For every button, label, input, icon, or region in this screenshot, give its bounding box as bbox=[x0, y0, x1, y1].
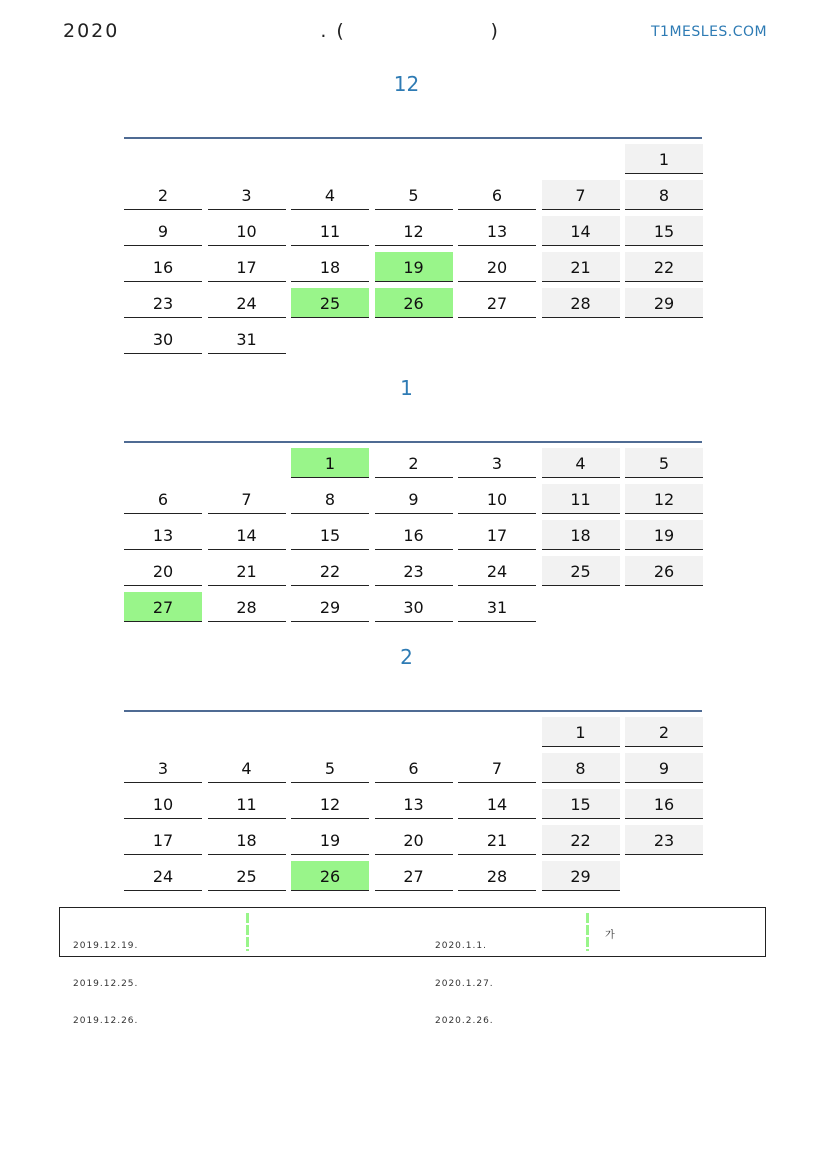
calendar-day: 25 bbox=[291, 288, 369, 318]
calendar-day: 3 bbox=[124, 753, 202, 783]
calendar-day: 1 bbox=[291, 448, 369, 478]
calendar-day: 18 bbox=[542, 520, 620, 550]
calendar-day: 7 bbox=[208, 484, 286, 514]
calendar-day: 29 bbox=[291, 592, 369, 622]
calendar-day: 26 bbox=[375, 288, 453, 318]
calendar-day: 29 bbox=[625, 288, 703, 318]
month-divider bbox=[124, 441, 702, 443]
calendar-day: 18 bbox=[291, 252, 369, 282]
calendar-day: 10 bbox=[208, 216, 286, 246]
calendar-day: 13 bbox=[375, 789, 453, 819]
calendar-day: 8 bbox=[542, 753, 620, 783]
calendar-day: 5 bbox=[625, 448, 703, 478]
calendar-day: 14 bbox=[542, 216, 620, 246]
calendar-day: 23 bbox=[625, 825, 703, 855]
calendar-day: 29 bbox=[542, 861, 620, 891]
calendar-day: 24 bbox=[458, 556, 536, 586]
month-title: 1 bbox=[400, 376, 413, 400]
calendar-day: 21 bbox=[458, 825, 536, 855]
legend-date: 2020.1.27. bbox=[435, 978, 494, 989]
calendar-day: 17 bbox=[124, 825, 202, 855]
calendar-day: 20 bbox=[124, 556, 202, 586]
calendar-day: 10 bbox=[124, 789, 202, 819]
calendar-day: 24 bbox=[124, 861, 202, 891]
calendar-day: 18 bbox=[208, 825, 286, 855]
calendar-day: 12 bbox=[375, 216, 453, 246]
calendar-day: 14 bbox=[208, 520, 286, 550]
month-title: 2 bbox=[400, 645, 413, 669]
calendar-day: 2 bbox=[375, 448, 453, 478]
calendar-day: 7 bbox=[542, 180, 620, 210]
calendar-day: 5 bbox=[375, 180, 453, 210]
legend-date: 2019.12.19. bbox=[73, 941, 139, 951]
calendar-day: 9 bbox=[625, 753, 703, 783]
calendar-day: 6 bbox=[375, 753, 453, 783]
calendar-day: 1 bbox=[625, 144, 703, 174]
holiday-legend bbox=[59, 907, 766, 1026]
calendar-day: 25 bbox=[542, 556, 620, 586]
calendar-day: 22 bbox=[291, 556, 369, 586]
document-title: 2020 . ( ) bbox=[63, 20, 500, 42]
calendar-day: 26 bbox=[291, 861, 369, 891]
calendar-day: 19 bbox=[375, 252, 453, 282]
legend-dates-right bbox=[435, 915, 494, 1053]
calendar-day: 12 bbox=[625, 484, 703, 514]
calendar-day: 9 bbox=[124, 216, 202, 246]
calendar-day: 28 bbox=[542, 288, 620, 318]
calendar-day: 30 bbox=[375, 592, 453, 622]
legend-date: 2019.12.26. bbox=[73, 1016, 139, 1026]
calendar-day: 15 bbox=[542, 789, 620, 819]
calendar-day: 11 bbox=[291, 216, 369, 246]
calendar-day: 11 bbox=[542, 484, 620, 514]
calendar-day: 21 bbox=[208, 556, 286, 586]
calendar-day: 26 bbox=[625, 556, 703, 586]
calendar-day: 23 bbox=[375, 556, 453, 586]
calendar-day: 23 bbox=[124, 288, 202, 318]
calendar-day: 31 bbox=[208, 324, 286, 354]
month-divider bbox=[124, 137, 702, 139]
calendar-day: 4 bbox=[542, 448, 620, 478]
calendar-day: 9 bbox=[375, 484, 453, 514]
calendar-day: 17 bbox=[208, 252, 286, 282]
legend-date: 2020.2.26. bbox=[435, 1016, 494, 1026]
calendar-day: 13 bbox=[458, 216, 536, 246]
calendar-day: 8 bbox=[625, 180, 703, 210]
calendar-day: 20 bbox=[375, 825, 453, 855]
calendar-day: 22 bbox=[542, 825, 620, 855]
legend-holiday-marker bbox=[586, 913, 589, 951]
calendar-day: 28 bbox=[208, 592, 286, 622]
calendar-day: 4 bbox=[291, 180, 369, 210]
calendar-day: 2 bbox=[124, 180, 202, 210]
calendar-day: 25 bbox=[208, 861, 286, 891]
calendar-day: 6 bbox=[124, 484, 202, 514]
legend-date: 2020.1.1. bbox=[435, 941, 487, 951]
calendar-day: 21 bbox=[542, 252, 620, 282]
calendar-day: 27 bbox=[124, 592, 202, 622]
calendar-day: 15 bbox=[625, 216, 703, 246]
calendar-day: 16 bbox=[124, 252, 202, 282]
calendar-day: 16 bbox=[625, 789, 703, 819]
calendar-day: 12 bbox=[291, 789, 369, 819]
legend-note: 가 bbox=[605, 930, 616, 941]
calendar-day: 16 bbox=[375, 520, 453, 550]
calendar-day: 4 bbox=[208, 753, 286, 783]
site-brand-link[interactable]: T1MESLES.COM bbox=[651, 24, 768, 40]
calendar-day: 5 bbox=[291, 753, 369, 783]
month-title: 12 bbox=[393, 72, 420, 96]
calendar-day: 13 bbox=[124, 520, 202, 550]
calendar-day: 3 bbox=[458, 448, 536, 478]
legend-holiday-marker bbox=[246, 913, 249, 951]
month-divider bbox=[124, 710, 702, 712]
calendar-day: 8 bbox=[291, 484, 369, 514]
calendar-day: 10 bbox=[458, 484, 536, 514]
calendar-day: 31 bbox=[458, 592, 536, 622]
calendar-day: 24 bbox=[208, 288, 286, 318]
calendar-day: 27 bbox=[458, 288, 536, 318]
calendar-day: 19 bbox=[625, 520, 703, 550]
calendar-day: 2 bbox=[625, 717, 703, 747]
calendar-day: 27 bbox=[375, 861, 453, 891]
calendar-day: 14 bbox=[458, 789, 536, 819]
calendar-day: 6 bbox=[458, 180, 536, 210]
calendar-day: 19 bbox=[291, 825, 369, 855]
calendar-day: 11 bbox=[208, 789, 286, 819]
calendar-day: 3 bbox=[208, 180, 286, 210]
calendar-day: 1 bbox=[542, 717, 620, 747]
legend-date: 2019.12.25. bbox=[73, 978, 139, 989]
calendar-day: 7 bbox=[458, 753, 536, 783]
calendar-day: 22 bbox=[625, 252, 703, 282]
calendar-day: 20 bbox=[458, 252, 536, 282]
calendar-day: 17 bbox=[458, 520, 536, 550]
calendar-day: 30 bbox=[124, 324, 202, 354]
calendar-day: 28 bbox=[458, 861, 536, 891]
legend-dates-left bbox=[73, 915, 138, 1053]
calendar-day: 15 bbox=[291, 520, 369, 550]
